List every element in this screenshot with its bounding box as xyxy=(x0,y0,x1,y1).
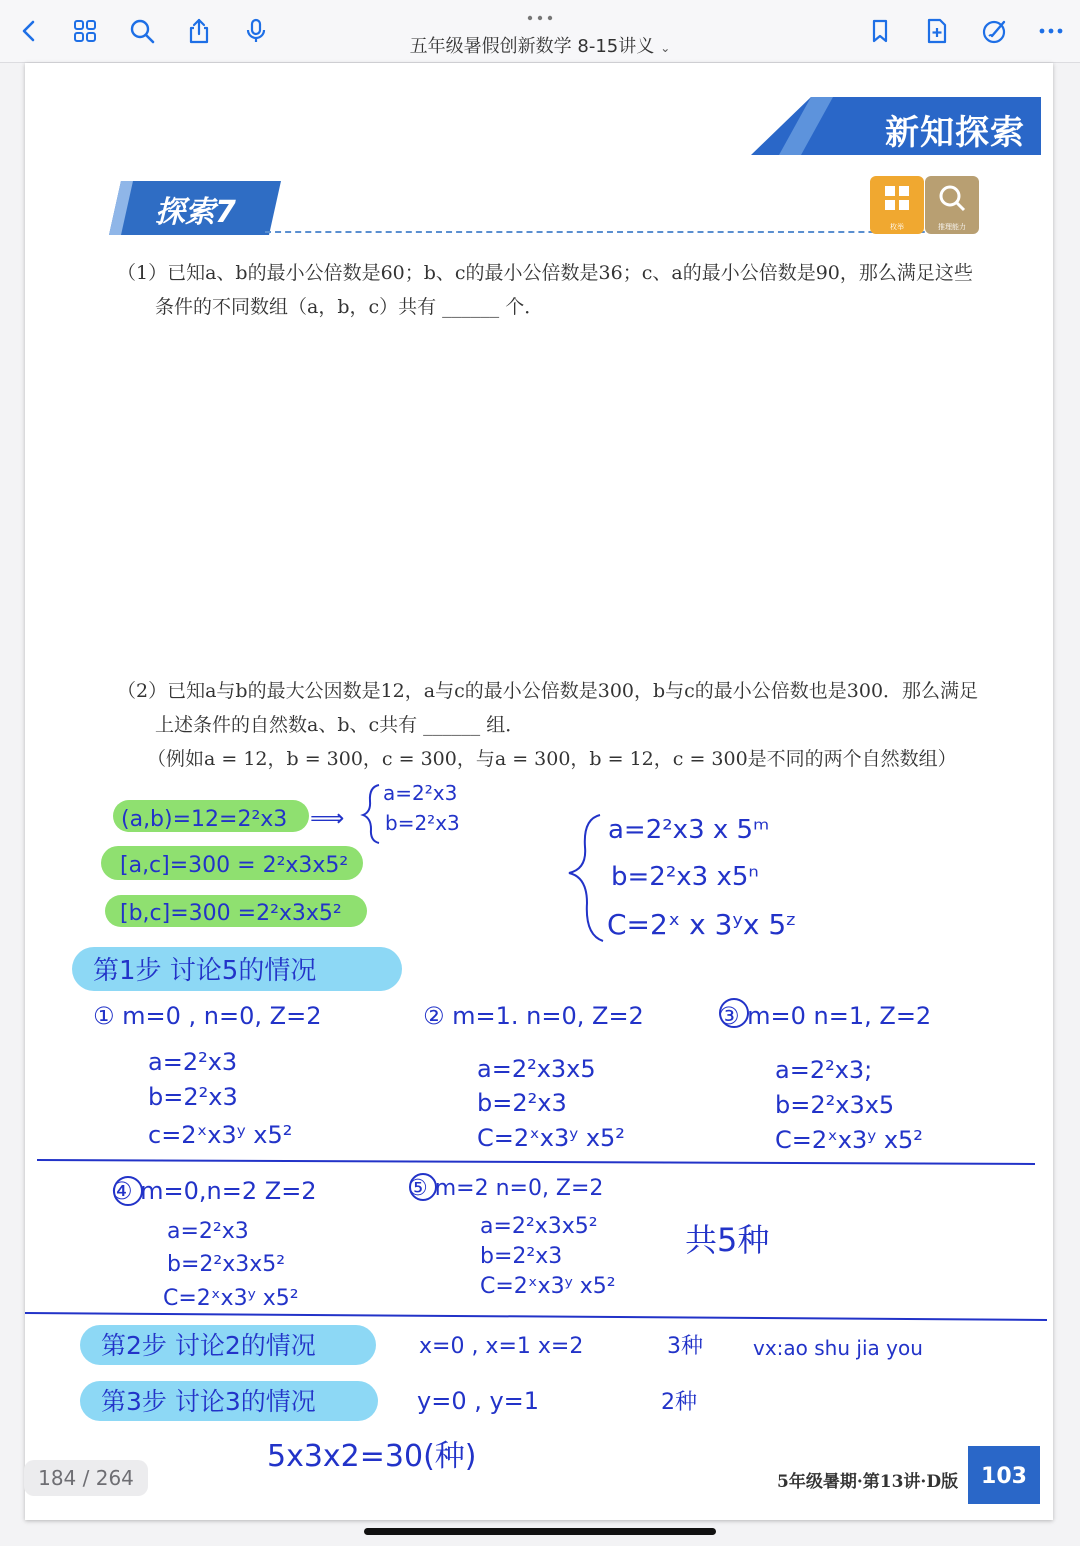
hw-lcm-bc: [b,c]=300 =2²x3x5² xyxy=(120,901,342,926)
hw-general-b: b=2²x3 x5ⁿ xyxy=(611,862,759,892)
problem-2-line-1: （2）已知a与b的最大公因数是12，a与c的最小公倍数是300，b与c的最小公倍数也是300．那么满足 xyxy=(117,680,979,702)
ink-brace-large xyxy=(569,815,603,941)
header-banner-text: 新知探索 xyxy=(885,113,1025,153)
hw-case5-b: b=2²x3 xyxy=(480,1244,563,1269)
hw-arrow: ⟹ xyxy=(310,804,345,832)
hw-final-answer: 5x3x2=30(种) xyxy=(267,1439,477,1474)
hw-step3: 第3步 讨论3的情况 xyxy=(101,1387,316,1416)
hw-total-5: 共5种 xyxy=(685,1221,770,1259)
hw-step3-values: y=0 , y=1 xyxy=(417,1387,540,1415)
problem-1-line-2: 条件的不同数组（a，b，c）共有 ______ 个． xyxy=(155,296,544,318)
markup-icon[interactable] xyxy=(977,14,1011,48)
enumeration-badge-label: 枚举 xyxy=(890,223,904,231)
hw-case4-a: a=2²x3 xyxy=(167,1219,249,1244)
hw-case5-head: ⑤ m=2 n=0, Z=2 xyxy=(408,1176,604,1201)
document-page[interactable] xyxy=(25,63,1053,1520)
page-footer-text: 5年级暑期·第13讲·D版 xyxy=(777,1472,959,1492)
hw-step1: 第1步 讨论5的情况 xyxy=(93,956,317,986)
hw-general-c: C=2ˣ x 3ʸx 5ᶻ xyxy=(607,908,797,941)
document-title[interactable] xyxy=(300,32,780,58)
add-page-icon[interactable] xyxy=(920,14,954,48)
grid-icon[interactable] xyxy=(68,14,102,48)
home-indicator[interactable] xyxy=(364,1528,716,1535)
ink-brace-small xyxy=(363,785,379,843)
hw-case5-a: a=2²x3x5² xyxy=(480,1214,598,1239)
hw-step2-values: x=0 , x=1 x=2 xyxy=(419,1334,584,1359)
back-icon[interactable] xyxy=(12,14,46,48)
hw-case1-a: a=2²x3 xyxy=(148,1048,238,1076)
share-icon[interactable] xyxy=(182,14,216,48)
hw-case2-head: ② m=1. n=0, Z=2 xyxy=(423,1002,644,1030)
window-grabber-icon[interactable] xyxy=(524,8,556,18)
hw-case3-head: ③ m=0 n=1, Z=2 xyxy=(718,1002,932,1030)
bookmark-icon[interactable] xyxy=(863,14,897,48)
hw-case2-a: a=2²x3x5 xyxy=(477,1055,596,1083)
hw-case1-c: c=2ˣx3ʸ x5² xyxy=(148,1121,293,1149)
chevron-down-icon: ⌄ xyxy=(660,41,671,55)
hw-lcm-ac: [a,c]=300 = 2²x3x5² xyxy=(120,853,349,878)
problem-2-line-3: （例如a = 12，b = 300，c = 300，与a = 300，b = 12，c = 300是不同的两个自然数组） xyxy=(147,748,957,770)
hw-brace-a: a=2²x3 xyxy=(383,781,458,805)
page-indicator-text: 184 / 264 xyxy=(38,1466,134,1490)
hw-case2-b: b=2²x3 xyxy=(477,1089,567,1117)
more-icon[interactable] xyxy=(1034,14,1068,48)
hw-case3-a: a=2²x3; xyxy=(775,1056,873,1084)
hw-case1-head: ① m=0 , n=0, Z=2 xyxy=(93,1002,322,1030)
hw-case2-c: C=2ˣx3ʸ x5² xyxy=(477,1124,625,1152)
hw-case4-head: ④ m=0,n=2 Z=2 xyxy=(111,1177,317,1205)
hw-case3-c: C=2ˣx3ʸ x5² xyxy=(775,1126,923,1154)
search-icon[interactable] xyxy=(125,14,159,48)
hw-case4-c: C=2ˣx3ʸ x5² xyxy=(163,1286,299,1311)
hw-general-a: a=2²x3 x 5ᵐ xyxy=(608,815,770,845)
hw-step2-count: 3种 xyxy=(667,1334,703,1359)
reasoning-badge-label: 推理能力 xyxy=(938,223,966,231)
hw-case1-b: b=2²x3 xyxy=(148,1083,238,1111)
hw-gcd: (a,b)=12=2²x3 xyxy=(121,807,288,832)
page-number: 103 xyxy=(968,1446,1040,1504)
ink-divider-2 xyxy=(25,1313,1047,1320)
hw-case3-b: b=2²x3x5 xyxy=(775,1091,895,1119)
explore-label-text: 探索7 xyxy=(155,195,236,230)
hw-case5-c: C=2ˣx3ʸ x5² xyxy=(480,1274,616,1299)
hw-brace-b: b=2²x3 xyxy=(385,811,460,835)
hw-step2: 第2步 讨论2的情况 xyxy=(101,1331,316,1360)
problem-2-line-2: 上述条件的自然数a、b、c共有 ______ 组． xyxy=(155,714,525,736)
hw-case4-b: b=2²x3x5² xyxy=(167,1252,286,1277)
hw-watermark: vx:ao shu jia you xyxy=(753,1336,923,1360)
page-indicator[interactable] xyxy=(24,1460,148,1496)
hw-step3-count: 2种 xyxy=(661,1390,697,1415)
problem-1-line-1: （1）已知a、b的最小公倍数是60；b、c的最小公倍数是36；c、a的最小公倍数是90，那么满足这些 xyxy=(117,262,973,284)
handwriting-layer xyxy=(25,63,1053,1520)
microphone-icon[interactable] xyxy=(239,14,273,48)
document-title-text: 五年级暑假创新数学 8-15讲义 xyxy=(409,36,655,57)
ink-divider-1 xyxy=(37,1160,1035,1164)
top-toolbar xyxy=(0,0,1080,63)
